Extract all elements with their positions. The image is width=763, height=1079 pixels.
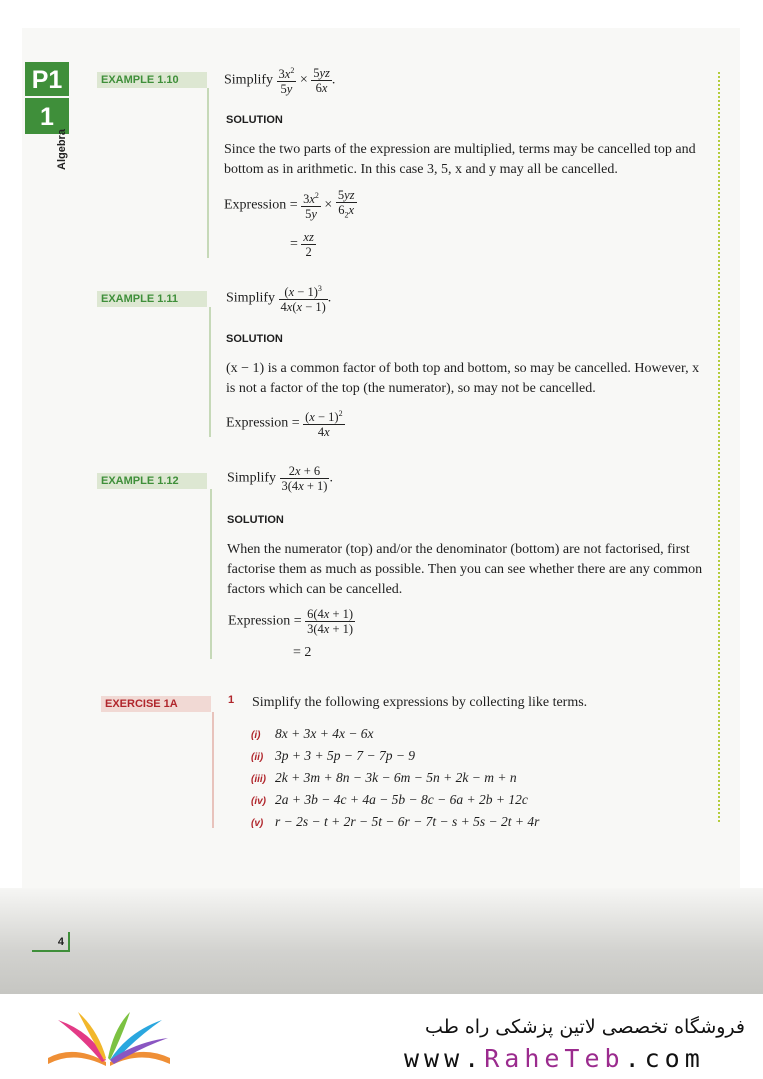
solution-heading: SOLUTION [226,114,283,126]
side-label: Algebra [56,129,68,170]
example-rule [209,307,211,437]
exercise-part: (ii) 3p + 3 + 5p − 7 − 7p − 9 [251,748,416,763]
exercise-part: (v) r − 2s − t + 2r − 5t − 6r − 7t − s + 5s − 2t + 4r [251,814,540,829]
expression-result: = $\frac{xz}{2}$ [290,230,314,259]
exercise-rule [212,712,214,828]
part-tab: P1 [25,62,69,96]
example-task: Simplify $\frac{2x + 6}{3(4x + 1)}$ . [227,464,333,493]
expression-line: Expression = $\frac{6(4x + 1)}{3(4x + 1)}$ [228,607,354,636]
exercise-part: (i) 8x + 3x + 4x − 6x [251,726,374,741]
solution-heading: SOLUTION [227,514,284,526]
dotted-margin-rule [718,72,720,822]
solution-text: When the numerator (top) and/or the denominator (bottom) are not factorised, first factorise them as much as possible. Then you can see whether there are any common factors which can be cancelled. [227,542,703,597]
example-task: Simplify $\frac{3x^2}{5y}$ × $\frac{5yz}{6x}$ . [224,65,336,97]
expression-line: Expression = $\frac{(x - 1)^2}{4x}$ [226,409,343,440]
example-rule [210,489,212,659]
page-number: 4 [32,932,70,952]
solution-heading: SOLUTION [226,333,283,345]
expression-line: Expression = $\frac{3x^2}{5y}$ × $\frac{5yz}{6_2x}$ [224,188,355,222]
exercise-part: (iv) 2a + 3b − 4c + 4a − 5b − 8c − 6a + 2b + 12c [251,792,528,807]
expression-result: = 2 [293,645,312,660]
exercise-label: EXERCISE 1A [101,696,211,712]
example-task: Simplify $\frac{(x - 1)^3}{4x(x - 1)}$ . [226,284,332,315]
exercise-part: (iii) 2k + 3m + 8n − 3k − 6m − 5n + 2k − m + n [251,770,517,785]
example-label: EXAMPLE 1.12 [97,473,207,489]
example-label: EXAMPLE 1.11 [97,291,207,307]
question-number: 1 [228,694,235,706]
example-label: EXAMPLE 1.10 [97,72,207,88]
question-text: Simplify the following expressions by collecting like terms. [252,695,588,710]
example-rule [207,88,209,258]
shop-name: فروشگاه تخصصی لاتین پزشکی راه طب [425,1016,745,1038]
solution-text: Since the two parts of the expression are multiplied, terms may be cancelled top and bottom as in arithmetic. In this case 3, 5, x and y may all be cancelled. [224,142,696,177]
scan-shadow [0,888,763,994]
solution-text: (x − 1) is a common factor of both top and bottom, so may be cancelled. However, x is not a factor of the top (the numerator), so may not be cancelled. [226,361,700,396]
chapter-tab: 1 [25,98,69,134]
book-logo-icon [44,1008,174,1070]
shop-url[interactable]: www.RaheTeb.com [404,1044,705,1073]
